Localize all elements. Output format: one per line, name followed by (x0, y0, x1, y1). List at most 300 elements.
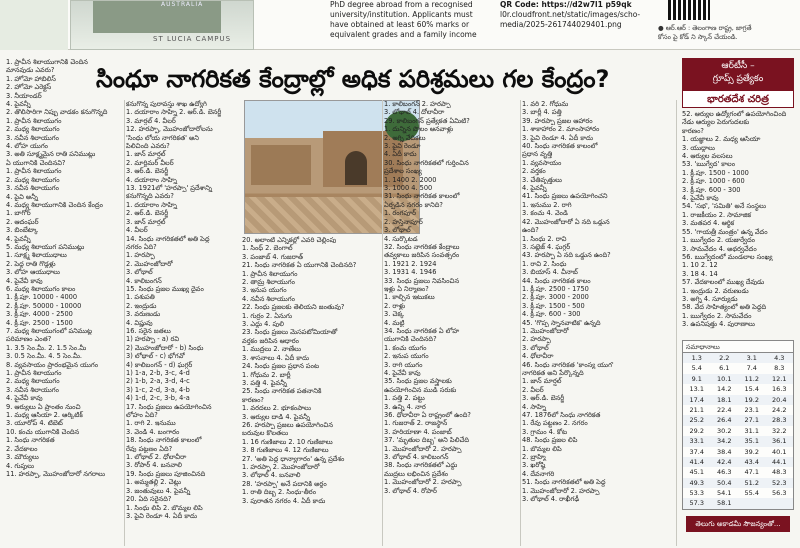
question-line: 3. ఆర్.డి. బెనర్జీ (126, 167, 169, 176)
question-line: 3. హరియాణా 4. పంజాబ్ (384, 427, 452, 436)
question-line: 2. వీలర్ (522, 385, 544, 394)
question-line: 4. పైవన్నీ (6, 234, 31, 243)
question-line: 3. లోథాల్ (126, 268, 153, 277)
question-line: 1. ప్రాచీన శిలాయుగం (6, 116, 62, 125)
question-line: 1. బొమ్మల లిపి (522, 444, 562, 453)
question-line: 30. సింధు నాగరికతలో గుర్తించిన (384, 158, 469, 167)
question-line: 3. పైవి రెండూ 4. ఏదీ కాదు (126, 511, 197, 520)
question-line: 1. దయారాం సాహ్ని (126, 200, 178, 209)
question-line: 3. శాసనాలు 4. ఏదీ కాదు (242, 353, 310, 362)
answer-cell: 51.2 (744, 478, 759, 487)
question-line: 3. యూరోప్ 4. టిబెట్ (6, 419, 63, 428)
question-line: 11. హరప్పా, మొహంజోదారో నగరాలు (6, 469, 106, 478)
question-line: 54. 'సభ', 'సమితి' అనే సంస్థలు (682, 202, 767, 211)
question-line: 4. సుర్కొటడ (384, 234, 418, 243)
question-line: 1. సూక్ష్మ శిలాయుధాలు (6, 251, 67, 260)
question-line: 1. 16 గుణిజాలు 2. 10 గుణిజాలు (242, 437, 333, 446)
answers-row (683, 447, 793, 457)
question-line: 1. హరప్పా (126, 251, 155, 260)
question-line: 3. ఉన్ని 4. నార (384, 402, 426, 411)
question-line: 4. నవీన శిలాయుగం (242, 294, 295, 303)
question-line: కనుగొన్నది ఎవరు? (126, 192, 174, 201)
question-line: 3. జాన్ మార్షల్ (126, 217, 166, 226)
question-line: 3. 0.5 సెం.మీ. 4. 5 సెం.మీ. (6, 352, 83, 361)
answer-cell: 11.2 (744, 374, 759, 383)
phd-line: PhD degree abroad from a recognised (330, 0, 473, 9)
question-line: 1. సింధు నాగరికత (6, 436, 55, 445)
question-line: 15. సింధు ప్రజల ముఖ్య దైవం (126, 284, 204, 293)
question-line: 4. ఆర్యుల వలసలు (682, 152, 733, 161)
question-line: 3. అతి సూక్ష్మమైన రాతి పనిముట్లు (6, 150, 96, 159)
answer-cell: 35.1 (744, 437, 759, 446)
question-line: 3. నవీన శిలాయుగం (6, 184, 59, 193)
question-line: 2. బ్రాహ్మి (522, 453, 546, 462)
question-line: 3. అగ్ని 4. సూర్యుడు (682, 294, 738, 303)
qr-code-text (500, 0, 650, 30)
question-line: 3. 1000 4. 500 (384, 184, 433, 193)
answer-cell: 49.3 (689, 478, 704, 487)
answer-cell: 1.3 (691, 354, 702, 362)
question-line: 3. క్రీ.పూ. 600 - 300 (682, 185, 741, 194)
question-line: పరిమాణం ఎంత? (6, 335, 52, 344)
question-line: 1. రేవు పట్టణం 2. నగరం (522, 419, 588, 428)
answer-cell: 38.4 (717, 447, 732, 456)
answer-cell: 20.4 (772, 395, 787, 404)
phd-line: equivalent grades and a family income (330, 30, 477, 39)
question-line: 1. వరదలు 2. భూకంపాలు (242, 404, 312, 413)
answers-row (683, 363, 793, 373)
question-line: 4. సాహ్ని (522, 402, 547, 411)
question-line: యుగానికి చెందినది? (384, 335, 437, 344)
answers-row (683, 384, 793, 394)
question-line: 58. వేద సాహిత్యంలో అతి పెద్దది (682, 303, 767, 312)
question-line: 2. హరప్పా (522, 335, 551, 344)
question-line: 2. పెద్ద రాతి గొడ్డళ్లు (6, 259, 56, 268)
left-image-edge (0, 0, 68, 50)
question-line: ఏ యుగానికి చెందినవి? (6, 158, 66, 167)
question-line: 1. దయారాం సాహ్ని 2. ఆర్.డి. బెనర్జీ (126, 108, 222, 117)
phd-line: university/institution. Applicants must (330, 10, 473, 19)
answer-cell: 55.4 (744, 489, 759, 498)
question-line: 4. లోహ యుగం (6, 142, 49, 151)
answers-row (683, 478, 793, 488)
answer-cell: 9.1 (691, 374, 702, 383)
question-line: 36. ధోలావీరా ఏ రాష్ట్రంలో ఉంది? (384, 411, 471, 420)
question-line: 4. పైవి అన్నీ (6, 192, 39, 201)
question-line: 3. మతపర 4. ఆర్థిక (682, 219, 735, 228)
question-line: 3. ఉపనిషత్తు 4. పురాణాలు (682, 320, 755, 329)
answer-cell: 5.4 (691, 364, 702, 373)
answer-cell: 18.1 (717, 395, 732, 404)
question-line: 48. సింధు ప్రజల లిపి (522, 436, 578, 445)
question-line: 1. 1921 2. 1924 (384, 259, 437, 268)
answer-cell: 36.1 (772, 437, 787, 446)
question-line: 5. మధ్య శిలాయుగ పనిముట్లు (6, 242, 85, 251)
question-line: 4. పైవేవీ కావు (6, 394, 43, 403)
question-line: 1. ఇనుము 2. రాగి (522, 200, 572, 209)
answer-cell: 25.2 (689, 416, 704, 425)
section-banner (682, 58, 794, 108)
question-line: 3. క్రీ.పూ. 4000 - 2500 (6, 310, 73, 319)
answer-cell: 13.1 (689, 385, 704, 394)
phd-line: have obtained at least 60% marks or (330, 20, 470, 29)
answer-cell: 4.3 (774, 354, 785, 362)
question-line: 4. ధోలావీరా (522, 352, 554, 361)
question-line: లోహం ఏది? (126, 411, 158, 420)
question-line: 45. 'గొప్ప స్నానవాటిక' ఉన్నది (522, 318, 601, 327)
question-line: 3. ఖరోష్ఠి (522, 461, 546, 470)
question-line: 1. సింధు 2. రావి (522, 234, 567, 243)
question-line: 12. హరప్పా, మొహంజోదారోలను (126, 125, 213, 134)
question-line: 2. తొలిసారిగా నిప్పు వాడకం కనుగొన్నది (6, 108, 108, 117)
answer-cell: 16.3 (772, 385, 787, 394)
footer-credit: తెలుగు అకాడమీ సౌజన్యంతో... (686, 516, 790, 532)
question-line: ప్రదేశాల సంఖ్య (384, 167, 422, 176)
question-line: 3. రాగి యుగం (384, 360, 423, 369)
question-line: 3. బియాస్ 4. చీనాబ్ (522, 268, 578, 277)
question-line: 1. 1400 2. 2000 (384, 175, 437, 184)
question-line: 35. సింధు ప్రజల వస్త్రాలకు (384, 377, 452, 386)
question-line: 2. మొహంజోదారో (126, 259, 173, 268)
qr-title: QR Code: https://d2w7l1 p59qk (500, 0, 632, 9)
question-line: 3. బింబేట్కా (6, 226, 39, 235)
question-line: 4. క్రీ.పూ. 600 - 300 (522, 310, 581, 319)
question-line: 4. మధ్య శిలాయుగానికి చెందిన కేంద్రం (6, 200, 103, 209)
question-line: 1. కంచు యుగం (384, 343, 427, 352)
question-line: 1. ప్రాచీన శిలాయుగం (6, 167, 62, 176)
answer-cell: 45.1 (689, 468, 704, 477)
question-line: 1) 1-a, 2-b, 3-c, 4-d (126, 369, 190, 377)
question-line: 2. హోమో ఎరెక్టస్ (6, 83, 52, 92)
answer-cell: 22.4 (717, 405, 732, 414)
question-line: 3. చేతివృత్తులు (522, 175, 562, 184)
question-line: 2. ఇనుప యుగం (384, 352, 429, 361)
question-line: ఉంది? (522, 226, 539, 235)
question-line: 2) 1-b, 2-a, 3-d, 4-c (126, 377, 190, 386)
qr-link-line: l0r.cloudfront.net/static/images/scho- (500, 10, 641, 19)
question-line: కారణం? (242, 395, 264, 404)
question-line: 1. హోమో హాబిలిస్ (6, 74, 56, 83)
question-line: 1. రాజకీయం 2. సామాజిక (682, 210, 752, 219)
question-line: 1. బాగోర్ (6, 209, 31, 218)
question-line: 31. సింధు నాగరికత కాలంలో (384, 192, 460, 201)
question-line: 4. గుప్తులు (6, 461, 35, 470)
question-line: 1. మొహంజోదారో (522, 326, 569, 335)
question-line: 26. హరప్పా ప్రజలు ఉపయోగించిన (242, 420, 333, 429)
answer-cell: 28.3 (772, 416, 787, 425)
answers-row (683, 436, 793, 446)
questions-column-5 (522, 100, 670, 546)
question-line: 1. లోథాల్ 2. ధోలావీరా (126, 453, 187, 462)
question-line: 2. వేదకాలం (6, 444, 38, 453)
question-line: 42. మొహంజోదారో ఏ నది ఒడ్డున (522, 217, 610, 226)
column-rule (520, 100, 521, 546)
question-line: 25. సింధు నాగరికత పతనానికి (242, 387, 322, 396)
questions-column-1 (6, 58, 124, 546)
answers-row (683, 498, 793, 508)
question-line: 56. ఋగ్వేదంలో మండలాల సంఖ్య (682, 252, 773, 261)
question-line: 1. రాగి 2. ఇనుము (126, 419, 176, 428)
answer-cell: 12.1 (772, 374, 787, 383)
answers-table-header: సమాధానాలు (683, 341, 793, 353)
question-line: 3) లోథాల్ - c) భోగవో (126, 352, 185, 361)
question-line: 3. వరుణుడు (126, 310, 161, 319)
question-line: 1. మొహంజోదారో 2. హరప్పా (384, 478, 462, 487)
answer-cell: 50.4 (717, 478, 732, 487)
answer-cell (738, 498, 766, 508)
answer-cell: 14.2 (717, 385, 732, 394)
campus-name: AUSTRALIA (161, 1, 204, 8)
answer-cell: 41.4 (689, 457, 704, 466)
question-line: 3. లోథాల్ 4. దోలావీరా (384, 108, 445, 117)
question-line: 2. మధ్య శిలాయుగం (6, 175, 60, 184)
answer-cell: 46.3 (717, 468, 732, 477)
question-line: 21. సింధు నాగరికత ఏ యుగానికి చెందినది? (242, 261, 357, 270)
question-line: 2. క్రీ.పూ. 3000 - 2000 (522, 293, 589, 302)
question-line: 1. అమ్మతల్లి 2. చెట్లు (126, 478, 182, 487)
question-line: 2. రాళ్లు (384, 301, 406, 310)
question-line: నగరం ఏది? (126, 242, 157, 251)
question-line: బరువుల కొలతలు (242, 429, 289, 438)
question-line: 10. కంచు యుగానికి చెందిన (6, 427, 80, 436)
question-line: 4. పైవేవీ కావు (384, 369, 421, 377)
answers-table (682, 340, 794, 510)
answer-cell: 31.1 (744, 426, 759, 435)
question-line: 3. ఆర్.డి. బెనర్జీ (522, 394, 565, 403)
question-line: 4. పైవన్నీ (6, 100, 31, 109)
question-line: 18. సింధు నాగరికత కాలంలో (126, 436, 202, 445)
question-line: 55. 'గాయత్రీ మంత్రం' ఉన్న వేదం (682, 227, 768, 236)
questions-column-4 (384, 100, 520, 546)
question-line: 2. వర్తకం (522, 167, 546, 176)
question-line: 1. వరి 2. గోధుమ (522, 100, 569, 108)
question-line: 4. పైవేవీ కావు (6, 276, 43, 285)
question-line: 2. హస్తినాపూర్ (384, 217, 423, 226)
question-line: 3. గ్రామం 4. కోట (522, 427, 568, 436)
question-line: 1. క్రీ.పూ. 2500 - 1750 (522, 284, 589, 293)
answer-cell: 17.4 (689, 395, 704, 404)
banner-subject: భారతదేశ చరిత్ర (682, 90, 794, 108)
question-line: పిలిచింది ఎవరు? (126, 142, 170, 151)
answers-row (683, 395, 793, 405)
answer-cell: 42.4 (717, 457, 732, 466)
question-line: 4. క్రీ.పూ. 2500 - 1500 (6, 318, 73, 327)
question-line: తవ్వకాలు జరిపిన సంవత్సరం (384, 251, 460, 260)
question-line: 3. జంతువులు 4. పైవన్నీ (126, 486, 191, 495)
question-line: 33. సింధు ప్రజలు నివసించిన (384, 276, 460, 285)
question-line: 3. యుద్ధాలు (682, 143, 715, 152)
answer-cell: 37.4 (689, 447, 704, 456)
question-line: 13. 1921లో 'హరప్పా' ప్రదేశాన్ని (126, 184, 213, 193)
question-line: 29. కాలిబంగన్ ప్రత్యేకత ఏమిటి? (384, 116, 470, 125)
qr-code-image (668, 0, 710, 20)
top-strip (0, 0, 800, 50)
answer-cell: 10.1 (717, 374, 732, 383)
banner-line-1: ఆర్‌టీసీ – (721, 61, 755, 71)
question-line: 47. 1876లో సింధు నాగరికత (522, 411, 601, 420)
question-line: 3. 8 గుణిజాలు 4. 12 గుణిజాలు (242, 446, 329, 455)
ruin-arch (345, 151, 367, 185)
question-line: 2. ఇంద్రుడు (126, 301, 157, 310)
qr-link-line: media/2025-261744029401.png (500, 20, 622, 29)
question-line: 41. సింధు ప్రజలు ఉపయోగించని (522, 192, 608, 201)
question-line: 4. వీలర్ (126, 226, 148, 235)
answers-row (683, 467, 793, 477)
questions-column-2 (126, 100, 242, 546)
answer-cell: 53.3 (689, 489, 704, 498)
question-line: 2. మధ్య శిలాయుగం (6, 125, 60, 134)
answer-cell: 24.2 (772, 405, 787, 414)
question-line: 2. ఆదంఘర్ (6, 217, 39, 226)
question-line: 3. బార్లీ 4. పత్తి (522, 108, 562, 117)
question-line: 3. లోథాల్ 4. రాఖీగఢీ (522, 495, 580, 504)
question-line: 1. గోధుమ 2. బార్లీ (242, 370, 291, 379)
question-line: 4) కాలిబంగన్ - d) ఘగ్గర్ (126, 360, 193, 369)
question-line: 39. హరప్పా ప్రజల ఆహారం (522, 116, 593, 125)
question-line: 1. యజ్ఞాలు 2. మధ్య ఆసియా (682, 135, 761, 144)
question-line: 20. అలాంటి ఎన్నికల్లో ఎవరి చెల్లింపు (242, 236, 337, 244)
question-line: 2. ఆర్.డి. బెనర్జీ (126, 209, 169, 218)
answers-row (683, 405, 793, 415)
question-line: ఉపయోగించిన ముడి సరుకు (384, 385, 457, 394)
question-line: కారణం? (682, 126, 704, 135)
question-line: 3. లోథాల్ 4. రోపార్ (384, 486, 437, 495)
question-line: 4. పైవన్నీ (522, 184, 547, 193)
campus-label: ST LUCIA CAMPUS (153, 35, 232, 43)
answer-cell: 30.2 (717, 426, 732, 435)
answer-cell: 40.1 (772, 447, 787, 456)
question-line: 3. పైవి రెండూ (384, 142, 421, 151)
question-line: 1. మొహంజోదారో 2. హరప్పా (522, 486, 600, 495)
question-line: 2. తామ్ర శిలాయుగం (242, 278, 295, 287)
question-line: 3. నవీన శిలాయుగం (6, 133, 59, 142)
question-line: 1. ప్రాచీన శిలాయుగానికి చెందిన (6, 58, 88, 66)
phd-eligibility-text (330, 0, 490, 40)
answer-cell: 32.2 (772, 426, 787, 435)
question-line: 3. మార్షల్ 4. వీలర్ (126, 116, 176, 125)
answer-cell: 6.1 (719, 364, 730, 373)
question-line: 4. ఏదీ కాదు (384, 150, 417, 159)
question-line: 51. సింధు నాగరికతలో అతి పెద్ద (522, 478, 606, 487)
answer-cell: 19.2 (744, 395, 759, 404)
question-line: 3. సామవేదం 4. అథర్వవేదం (682, 244, 757, 253)
question-line: 1. కాల్చిన ఇటుకలు (384, 293, 435, 302)
question-line: 46. సింధు నాగరికత 'కాంస్య యుగ' (522, 360, 614, 369)
answer-cell: 23.1 (744, 405, 759, 414)
question-line: 9. ఆర్యులు ఏ ప్రాంతం నుంచి (6, 402, 81, 411)
question-line: మానవుడు ఎవరు? (6, 66, 55, 75)
questions-column-6 (682, 110, 796, 336)
question-line: 1. గుజరాత్ 2. రాజస్థాన్ (384, 419, 448, 428)
question-line: 2) మొహంజోదారో - b) సింధు (126, 343, 204, 352)
question-line: 4. విష్ణువు (126, 318, 153, 327)
question-line: 43. హరప్పా ఏ నది ఒడ్డున ఉంది? (522, 251, 611, 260)
questions-column-3 (242, 236, 382, 546)
question-line: 2. క్రీ.పూ. 50000 - 10000 (6, 301, 82, 310)
question-line: 1. జాన్ మార్షల్ (522, 377, 562, 386)
question-line: 3. ఎద్దు 4. పులి (242, 320, 284, 329)
question-line: 1. పత్తి 2. పట్టు (384, 394, 425, 403)
question-line: 3. వెండి 4. బంగారం (126, 427, 180, 436)
question-line: 3. చెక్క (384, 310, 405, 319)
answer-cell: 43.4 (744, 457, 759, 466)
question-line: వర్తకం జరిపిన ఆధారం (242, 336, 299, 345)
question-line: 3. లోథాల్ 4. కాలిబంగన్ (384, 453, 449, 462)
question-line: 1. మధ్య ఆసియా 2. ఆర్కిటిక్ (6, 411, 83, 420)
question-line: 1. వ్యవసాయం (522, 158, 562, 167)
question-line: 3. లోథాల్ (384, 226, 411, 235)
scan-note-line: కోసం పై కోడ్ ని స్కాన్ చేయండి. (658, 33, 738, 41)
question-line: 34. సింధు నాగరికత ఏ లోహ (384, 326, 460, 335)
answer-cell: 34.2 (717, 437, 732, 446)
question-line: 8. వ్యవసాయం ప్రారంభమైన యుగం (6, 360, 99, 369)
question-line: 3. పంజాబ్ 4. గుజరాత్ (242, 252, 303, 261)
question-line: 1. ముద్రలు 2. నాణేలు (242, 345, 301, 354)
scan-note-line: ● ఆర్.ఆర్ : తెలంగాణ రాష్ట్ర, జాగ్రతే (658, 24, 752, 32)
answer-cell: 39.2 (744, 447, 759, 456)
question-line: 23. సింధు ప్రజలు మెసపటోమియాతో (242, 328, 338, 337)
question-line: 57. వేదకాలంలో ముఖ్య దేవుడు (682, 278, 765, 287)
question-line: 1. ప్రాచీన శిలాయుగం (242, 269, 298, 278)
answer-cell: 29.2 (689, 426, 704, 435)
question-line: 52. ఆర్యుల ఉద్యోగంలో ఉపయోగించింది (682, 110, 787, 118)
question-line: 3. పత్తి 4. పైవన్నీ (242, 378, 287, 387)
campus-photo (70, 0, 254, 50)
ruin-wall (251, 145, 311, 185)
question-line: 3. క్రీ.పూ. 1500 - 500 (522, 301, 585, 310)
question-line: 2. క్రీ.పూ. 1000 - 600 (682, 177, 745, 186)
answer-cell: 47.1 (744, 468, 759, 477)
answers-table-body (683, 353, 793, 509)
question-line: 1. క్రీ.పూ. 1500 - 1000 (682, 168, 749, 177)
question-line: 1. గుర్రం 2. ఏనుగు (242, 311, 292, 320)
answer-cell: 33.1 (689, 437, 704, 446)
question-line: 28. 'హరప్పా' అనే పదానికి అర్థం (242, 479, 327, 488)
answer-cell: 52.3 (772, 478, 787, 487)
question-line: 3. మౌర్యులు (6, 453, 39, 462)
question-line: ఇళ్లు ఏ నిర్మాణం? (384, 284, 429, 293)
column-rule (382, 100, 383, 546)
question-line: 6. మధ్య శిలాయుగం కాలం (6, 284, 76, 293)
question-line: 4. మట్టి (384, 318, 405, 327)
question-line: నేడు ఆర్యుల పెరుగుదలకు (682, 118, 750, 127)
question-line: 3. నీయాండర్ (6, 91, 42, 100)
question-line: 16. సరైన జతలు (126, 326, 171, 335)
question-line: 2. మధ్య శిలాయుగం (6, 377, 60, 386)
question-line: ముద్రలు లభించిన ప్రదేశం (384, 469, 449, 478)
question-line: 7. మధ్య శిలాయుగంలో పనిముట్ల (6, 327, 93, 335)
answer-cell: 44.1 (772, 457, 787, 466)
question-line: 14. సింధు నాగరికతలో అతి పెద్ద (126, 234, 210, 243)
answer-cell: 15.4 (744, 385, 759, 394)
page-headline: సింధూ నాగరికత కేంద్రాల్లో అధిక పరిశ్రమలు గల కేంద్రం? (96, 65, 610, 93)
column-rule (676, 100, 677, 546)
answer-cell: 54.1 (717, 489, 732, 498)
answers-row (683, 457, 793, 467)
question-line: 4. దయారాం సాహ్ని (126, 175, 178, 184)
question-line: 4. దేవనాగరి (522, 469, 555, 478)
answers-row (683, 415, 793, 425)
question-line: 1. ఋగ్వేదం 2. సామవేదం (682, 311, 752, 320)
answer-cell: 58.1 (717, 499, 732, 508)
question-line: 1. రావి 2. సింధు (522, 259, 567, 268)
question-line: 1. హరప్పా 2. మొహంజోదారో (242, 462, 320, 471)
question-line: 17. సింధు ప్రజలు ఉపయోగించిన (126, 402, 212, 411)
question-line: 20. ఏది సరైనది? (126, 495, 172, 504)
answer-cell: 27.1 (744, 416, 759, 425)
question-line: 32. సింధు నాగరికత కేంద్రాలు (384, 242, 460, 251)
question-line: 38. సింధు నాగరికతలో ఎద్దు (384, 461, 458, 470)
